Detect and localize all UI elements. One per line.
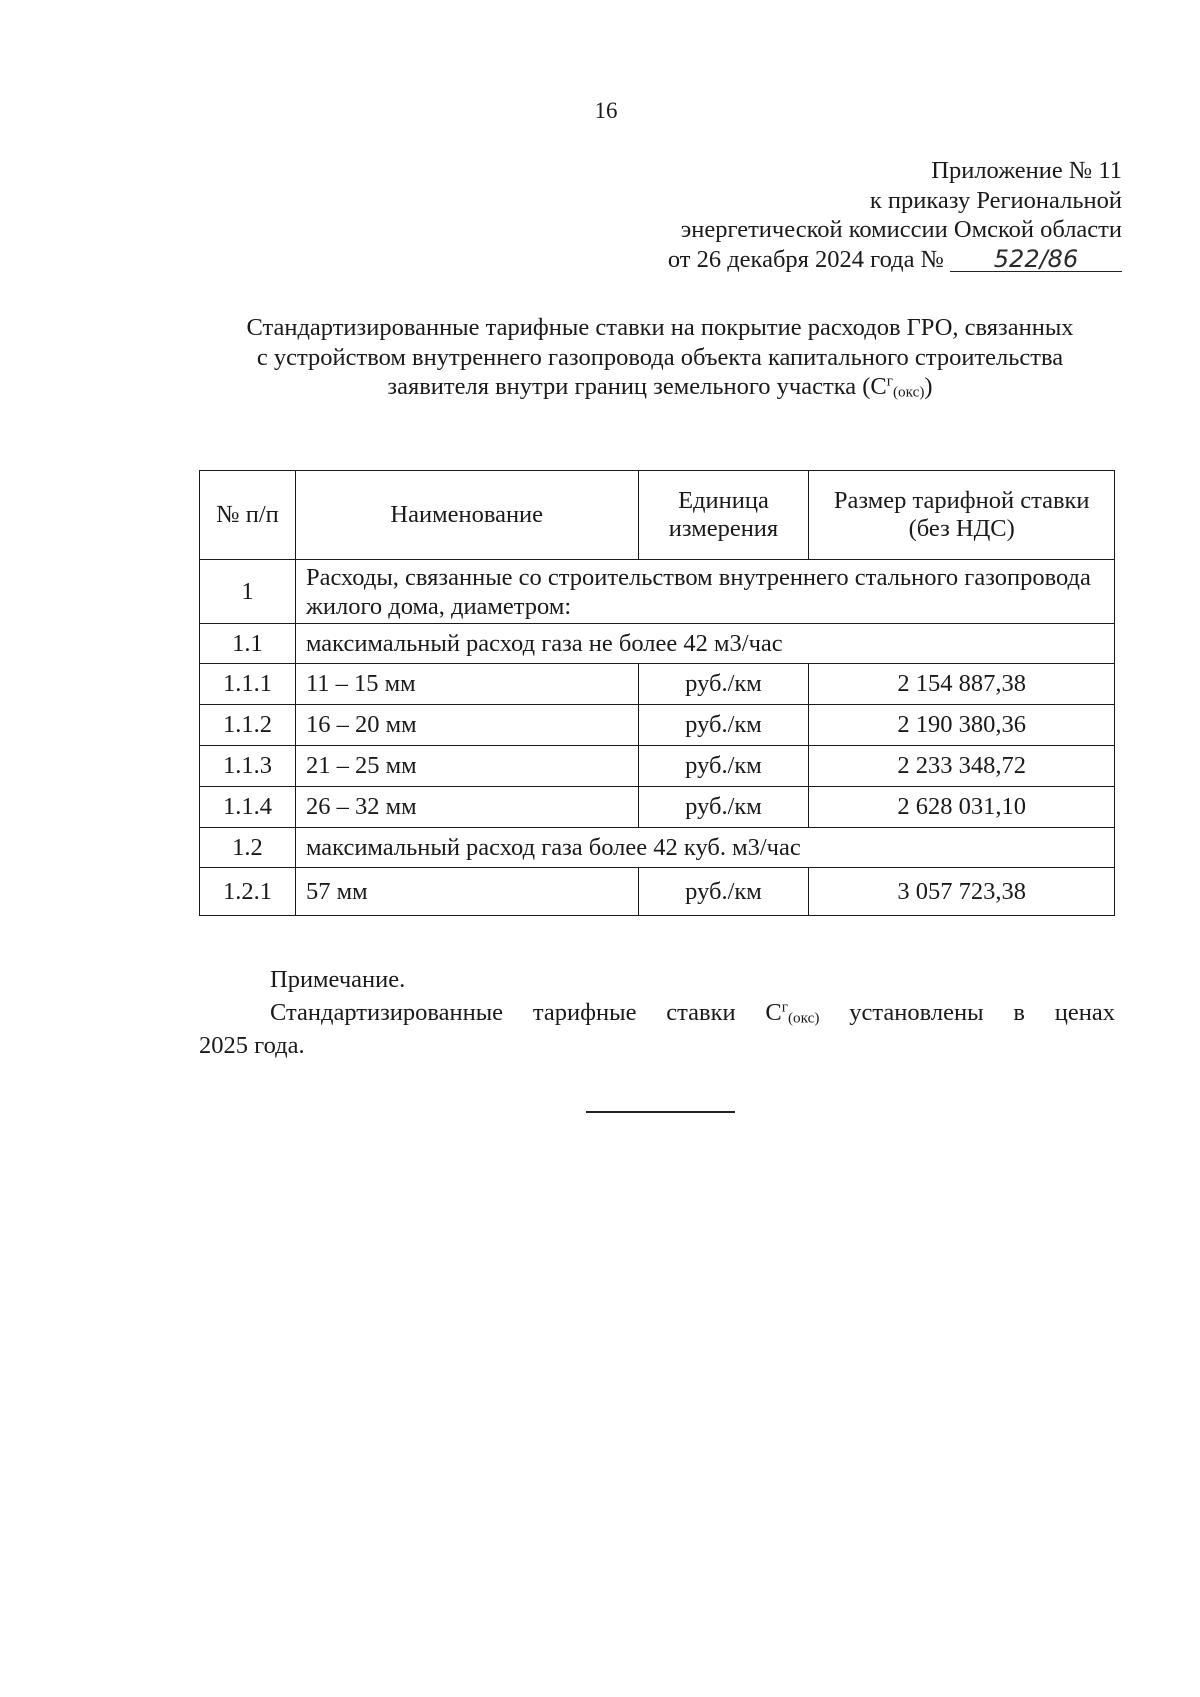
header-num: № п/п: [200, 471, 296, 560]
group-name: максимальный расход газа не более 42 м3/час: [295, 624, 1114, 664]
table-row: [200, 746, 1115, 787]
row-unit: руб./км: [638, 746, 809, 787]
appendix-date: от 26 декабря 2024 года №: [667, 245, 944, 273]
group-name: Расходы, связанные со строительством внутреннего стального газопровода жилого дома, диаметром:: [295, 560, 1114, 624]
appendix-header: [668, 156, 1122, 274]
title-line-3: [190, 372, 1130, 402]
title-line-2: с устройством внутреннего газопровода объекта капитального строительства: [256, 343, 1064, 371]
table-row: [200, 868, 1115, 916]
header-name: Наименование: [295, 471, 638, 560]
note-body-line-1: [199, 996, 1115, 1029]
row-num: 1.2.1: [200, 868, 296, 916]
header-rate: Размер тарифной ставки (без НДС): [809, 471, 1115, 560]
table-row: [200, 705, 1115, 746]
row-num: 1.1.1: [200, 664, 296, 705]
row-num: 1.1.2: [200, 705, 296, 746]
note-body-text-end: установлены в ценах: [819, 999, 1115, 1026]
title-line-3-close: ): [924, 373, 933, 400]
title-symbol-sup: г: [886, 372, 893, 390]
row-name: 26 – 32 мм: [295, 787, 638, 828]
note-body-line-2: 2025 года.: [199, 1032, 305, 1059]
group-num: 1.2: [200, 828, 296, 868]
group-name: максимальный расход газа более 42 куб. м3/час: [295, 828, 1114, 868]
row-num: 1.1.3: [200, 746, 296, 787]
row-unit: руб./км: [638, 664, 809, 705]
note-symbol-sup: г: [781, 998, 788, 1016]
document-title: [190, 313, 1130, 402]
row-rate: 2 628 031,10: [809, 787, 1115, 828]
row-name: 57 мм: [295, 868, 638, 916]
end-rule-divider: [586, 1111, 735, 1113]
note-body-text: Стандартизированные тарифные ставки С: [270, 999, 782, 1026]
tariff-table: [199, 470, 1115, 916]
group-num: 1: [200, 560, 296, 624]
row-rate: 2 233 348,72: [809, 746, 1115, 787]
note-section: [199, 963, 1115, 1062]
row-name: 11 – 15 мм: [295, 664, 638, 705]
note-heading: Примечание.: [270, 966, 406, 993]
header-unit: Единица измерения: [638, 471, 809, 560]
row-unit: руб./км: [638, 705, 809, 746]
row-name: 21 – 25 мм: [295, 746, 638, 787]
note-symbol-sub: (окс): [788, 1009, 820, 1027]
row-rate: 2 190 380,36: [809, 705, 1115, 746]
title-line-3-text: заявителя внутри границ земельного участка (С: [387, 373, 887, 400]
row-num: 1.1.4: [200, 787, 296, 828]
appendix-date-line: [668, 245, 1122, 275]
row-rate: 3 057 723,38: [809, 868, 1115, 916]
title-symbol-sub: (окс): [892, 383, 925, 401]
handwritten-order-number: 522/86: [950, 247, 1122, 272]
appendix-number: Приложение № 11: [931, 157, 1122, 184]
appendix-authority: энергетической комиссии Омской области: [680, 216, 1122, 243]
row-name: 16 – 20 мм: [295, 705, 638, 746]
group-num: 1.1: [200, 624, 296, 664]
table-group-row: [200, 624, 1115, 664]
appendix-order-ref: к приказу Региональной: [869, 186, 1122, 214]
row-unit: руб./км: [638, 868, 809, 916]
table-row: [200, 787, 1115, 828]
title-line-1: Стандартизированные тарифные ставки на покрытие расходов ГРО, связанных: [246, 314, 1074, 341]
table-group-row: [200, 828, 1115, 868]
row-unit: руб./км: [638, 787, 809, 828]
row-rate: 2 154 887,38: [809, 664, 1115, 705]
table-row: [200, 664, 1115, 705]
table-header-row: [200, 471, 1115, 560]
table-group-row: [200, 560, 1115, 624]
page-number: 16: [594, 98, 618, 123]
